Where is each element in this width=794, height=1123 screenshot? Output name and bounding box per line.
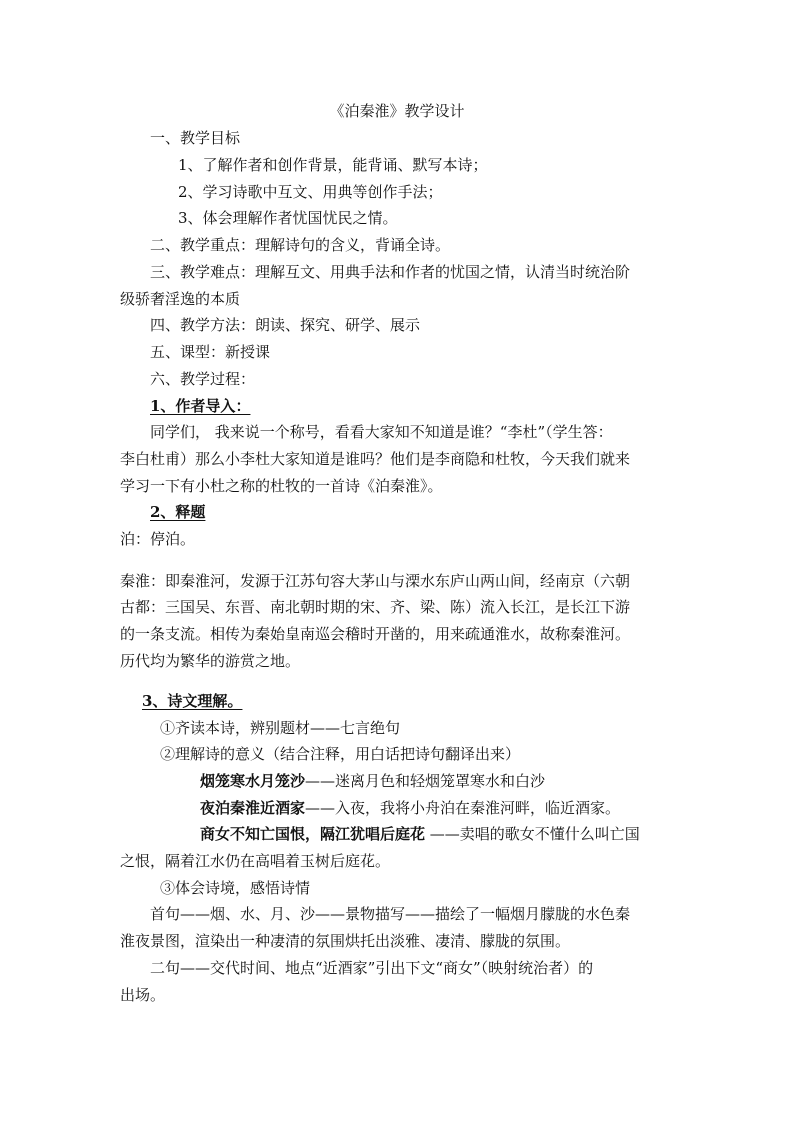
difficulty-line-2: 级骄奢淫逸的本质 <box>120 290 241 308</box>
intro-heading: 1、作者导入： <box>150 397 251 415</box>
verse-3 <box>200 823 640 845</box>
verse-3-continued: 之恨，隔着江水仍在高唱着玉树后庭花。 <box>120 852 391 870</box>
explain-bo: 泊：停泊。 <box>120 530 196 548</box>
explain-heading: 2、释题 <box>150 503 206 521</box>
verse-2-gloss: ——入夜，我将小舟泊在秦淮河畔，临近酒家。 <box>305 799 621 817</box>
difficulty-line-1: 三、教学难点：理解互文、用典手法和作者的忧国之情，认清当时统治阶 <box>150 263 631 281</box>
verse-3-gloss: ——卖唱的歌女不懂什么叫亡国 <box>425 825 640 843</box>
verse-2-poem: 夜泊秦淮近酒家 <box>200 799 306 817</box>
second-line-analysis-1: 二句——交代时间、地点“近酒家”引出下文“商女”（映射统治者）的 <box>150 959 594 977</box>
explain-qinhuai-line-4: 历代均为繁华的游赏之地。 <box>120 652 301 670</box>
goal-item-3: 3、体会理解作者忧国忧民之情。 <box>178 209 398 227</box>
intro-line-3: 学习一下有小杜之称的杜牧的一首诗《泊秦淮》。 <box>120 477 443 495</box>
lesson-type: 五、课型：新授课 <box>150 343 271 361</box>
explain-qinhuai-line-2: 古都：三国吴、东晋、南北朝时期的宋、齐、梁、陈）流入长江，是长江下游 <box>120 598 631 616</box>
explain-qinhuai-line-1: 秦淮：即秦淮河，发源于江苏句容大茅山与溧水东庐山两山间，经南京（六朝 <box>120 572 631 590</box>
verse-1-gloss: ——迷离月色和轻烟笼罩寒水和白沙 <box>305 772 546 790</box>
verse-3-poem: 商女不知亡国恨，隔江犹唱后庭花 <box>200 825 426 843</box>
first-line-analysis-1: 首句——烟、水、月、沙——景物描写——描绘了一幅烟月朦胧的水色秦 <box>150 905 631 923</box>
understand-step-2: ②理解诗的意义（结合注释，用白话把诗句翻译出来） <box>160 745 521 763</box>
verse-2 <box>200 797 620 819</box>
key-point: 二、教学重点：理解诗句的含义，背诵全诗。 <box>150 236 451 254</box>
goal-item-2: 2、学习诗歌中互文、用典等创作手法； <box>178 183 443 201</box>
intro-line-2: 李白杜甫）那么小李杜大家知道是谁吗？他们是李商隐和杜牧，今天我们就来 <box>120 450 631 468</box>
understand-step-3: ③体会诗境，感悟诗情 <box>160 879 311 897</box>
goal-item-1: 1、了解作者和创作背景，能背诵、默写本诗； <box>178 156 488 174</box>
methods: 四、教学方法：朗读、探究、研学、展示 <box>150 316 421 334</box>
understand-step-1: ①齐读本诗，辨别题材——七言绝句 <box>160 719 401 737</box>
first-line-analysis-2: 淮夜景图，渲染出一种凄清的氛围烘托出淡雅、凄清、朦胧的氛围。 <box>120 932 571 950</box>
intro-line-1: 同学们， 我来说一个称号，看看大家知不知道是谁？“李杜”（学生答： <box>150 423 613 441</box>
explain-qinhuai-line-3: 的一条支流。相传为秦始皇南巡会稽时开凿的，用来疏通淮水，故称秦淮河。 <box>120 625 631 643</box>
second-line-analysis-2: 出场。 <box>120 986 166 1004</box>
goals-heading: 一、教学目标 <box>150 129 241 147</box>
understand-heading: 3、诗文理解。 <box>142 692 243 710</box>
process-heading: 六、教学过程： <box>150 370 256 388</box>
verse-1-poem: 烟笼寒水月笼沙 <box>200 772 306 790</box>
verse-1 <box>200 770 545 792</box>
document-title: 《泊秦淮》教学设计 <box>329 102 465 120</box>
